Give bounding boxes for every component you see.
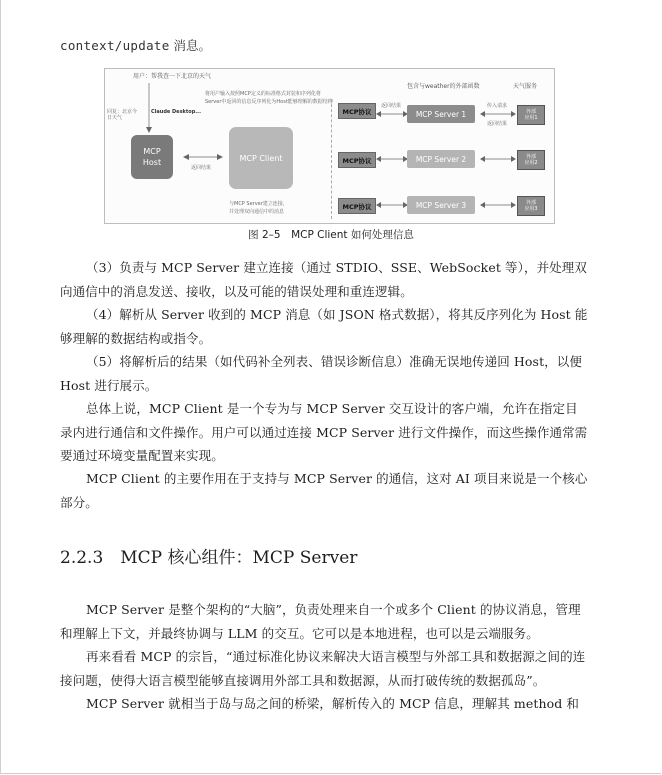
external-app-3-line1: 外部 <box>525 200 536 206</box>
mcp-host-box <box>131 135 173 179</box>
mcp-protocol-2: MCP协议 <box>338 152 376 168</box>
client-note-2: Server中返回的信息反序列化为Host能够理解的数据结构 <box>205 99 333 105</box>
paragraph-summary: 总体上说，MCP Client 是一个专为与 MCP Server 交互设计的客户端，允许在指定目录内进行通信和文件操作。用户可以通过连接 MCP Server 进行文件操作，而这些操作通常需要通过环境变量配置来实现。 <box>60 401 588 463</box>
external-app-2-line1: 外部 <box>525 154 536 160</box>
mcp-server-1: MCP Server 1 <box>407 105 475 123</box>
external-app-1 <box>517 105 545 125</box>
paragraph-mcp-purpose: 再来看看 MCP 的宗旨，“通过标准化协议来解决大语言模型与外部工具和数据源之间的连接问题，使得大语言模型能够直接调用外部工具和数据源，从而打破传统的数据孤岛”。 <box>60 649 586 688</box>
mcp-client-diagram <box>104 68 555 224</box>
client-label: MCP Client <box>239 153 283 163</box>
code-context-update: context/update <box>60 38 170 53</box>
external-app-1-line2: 应用1 <box>524 115 538 121</box>
external-app-1-line1: 外部 <box>525 109 536 115</box>
mcp-server-3: MCP Server 3 <box>407 196 475 214</box>
client-bottom-note-2: 并处理双向通信中的消息 <box>229 209 285 215</box>
user-query-text: 用户：帮我查一下北京的天气 <box>133 73 212 80</box>
intro-suffix: 消息。 <box>169 38 212 53</box>
paragraph-server-intro: MCP Server 是整个架构的“大脑”，负责处理来自一个或多个 Client 的协议消息，管理和理解上下文，并最终协调与 LLM 的交互。它可以是本地进程，也可以是云端服务。 <box>60 602 581 641</box>
paragraph-client-role: MCP Client 的主要作用在于支持与 MCP Server 的通信，这对 AI 项目来说是一个核心部分。 <box>60 471 588 510</box>
incoming-request-label: 传入请求 <box>487 103 508 109</box>
diagram-divider <box>331 99 332 219</box>
return-result-external: 返回结果 <box>487 121 508 127</box>
client-bottom-note-1: 与MCP Server建立连接， <box>229 201 288 207</box>
figure-caption: 图 2–5 MCP Client 如何处理信息 <box>248 229 414 241</box>
mcp-server-2: MCP Server 2 <box>407 150 475 168</box>
mcp-protocol-1: MCP协议 <box>338 103 376 119</box>
intro-line <box>60 36 211 54</box>
paragraph-4: （4）解析从 Server 收到的 MCP 消息（如 JSON 格式数据），将其反序列化为 Host 能够理解的数据结构或指令。 <box>60 307 588 346</box>
section-heading: 2.2.3 MCP 核心组件：MCP Server <box>60 548 358 568</box>
host-reply-text: 回复：北京今日天气 <box>107 109 138 121</box>
paragraph-5: （5）将解析后的结果（如代码补全列表、错误诊断信息）准确无误地传递回 Host，以便 Host 进行展示。 <box>60 354 582 393</box>
mcp-client-box <box>229 127 293 189</box>
return-result-host: 返回结果 <box>191 165 212 171</box>
contains-functions-label: 包含与weather的外部函数 <box>407 83 480 90</box>
external-app-3-line2: 应用3 <box>524 206 538 212</box>
external-app-2 <box>517 150 545 170</box>
host-label-2: Host <box>142 158 162 167</box>
external-app-3 <box>517 196 545 216</box>
weather-service-label: 天气服务 <box>513 83 538 90</box>
host-label-1: MCP <box>143 147 161 156</box>
paragraph-3: （3）负责与 MCP Server 建立连接（通过 STDIO、SSE、WebSocket 等），并处理双向通信中的消息发送、接收，以及可能的错误处理和重连逻辑。 <box>60 260 587 299</box>
mcp-protocol-3: MCP协议 <box>338 198 376 214</box>
paragraph-bridge: MCP Server 就相当于岛与岛之间的桥梁，解析传入的 MCP 信息，理解其 method 和 <box>86 696 580 711</box>
client-note-1: 将用户输入按照MCP定义的标准格式封装和序列化将 <box>205 91 321 97</box>
claude-desktop-text: Claude Desktop... <box>151 109 201 115</box>
return-result-server: 返回结果 <box>381 103 402 109</box>
external-app-2-line2: 应用2 <box>524 160 538 166</box>
